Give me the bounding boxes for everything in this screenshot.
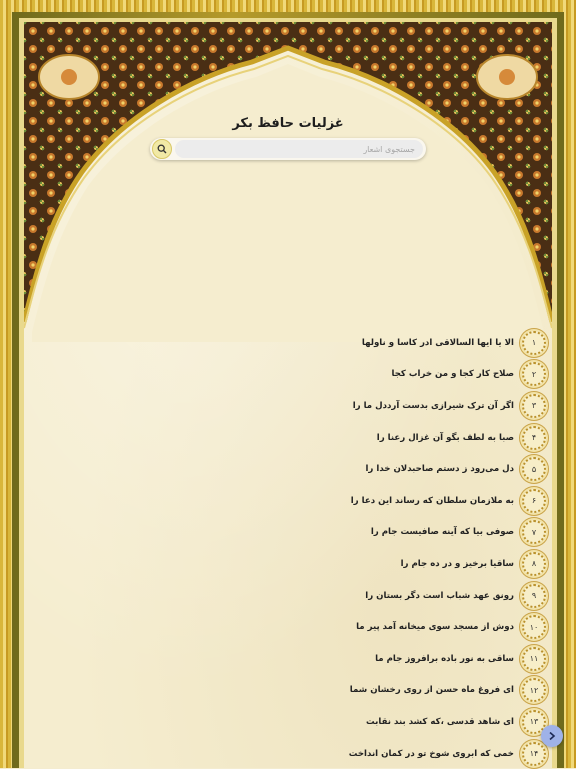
list-item[interactable] bbox=[126, 327, 546, 359]
poem-first-line: ای شاهد قدسی ،که کشد بند نقابت bbox=[366, 716, 514, 727]
poem-number-badge: ۵ bbox=[522, 457, 546, 481]
poem-first-line: اگر آن ترک شیرازی بدست آرددل ما را bbox=[352, 400, 514, 411]
poem-first-line: صبا به لطف بگو آن غزال رعنا را bbox=[376, 432, 514, 443]
poem-first-line: صلاح کار کجا و من خراب کجا bbox=[391, 369, 514, 380]
chevron-right-icon bbox=[547, 731, 557, 741]
poem-first-line: الا یا ایها السالاقی ادر کاسا و ناولها bbox=[361, 337, 514, 348]
search-icon bbox=[157, 144, 167, 154]
poem-number-badge: ۱۱ bbox=[522, 647, 546, 671]
poem-first-line: ای فروغ ماه حسن از روی رخشان شما bbox=[349, 685, 514, 696]
list-item[interactable] bbox=[126, 548, 546, 580]
poem-number-badge: ۱۰ bbox=[522, 615, 546, 639]
search-button[interactable] bbox=[152, 139, 172, 159]
poem-list bbox=[126, 327, 546, 769]
poem-first-line: صوفی بیا که آینه صافیست جام را bbox=[370, 527, 514, 538]
list-item[interactable] bbox=[126, 706, 546, 738]
poem-number-badge: ۲ bbox=[522, 362, 546, 386]
list-item[interactable] bbox=[126, 611, 546, 643]
list-item[interactable] bbox=[126, 675, 546, 707]
arch-ornament bbox=[24, 22, 552, 342]
page-title: غزلیات حافظ بکر bbox=[232, 116, 344, 131]
list-item[interactable] bbox=[126, 580, 546, 612]
poem-first-line: دوش از مسجد سوی میخانه آمد پیر ما bbox=[356, 622, 514, 633]
poem-number-badge: ۹ bbox=[522, 584, 546, 608]
poem-first-line: ساقی به نور باده برافروز جام ما bbox=[375, 653, 514, 664]
poem-first-line: به ملازمان سلطان که رساند این دعا را bbox=[350, 495, 514, 506]
poem-first-line: خمی که ابروی شوخ تو در کمان انداخت bbox=[348, 748, 514, 759]
poem-number-badge: ۱ bbox=[522, 331, 546, 355]
poem-number-badge: ۱۴ bbox=[522, 742, 546, 766]
list-item[interactable] bbox=[126, 517, 546, 549]
list-item[interactable] bbox=[126, 643, 546, 675]
list-item[interactable] bbox=[126, 422, 546, 454]
list-item[interactable] bbox=[126, 485, 546, 517]
poem-number-badge: ۳ bbox=[522, 394, 546, 418]
poem-number-badge: ۴ bbox=[522, 426, 546, 450]
poem-number-badge: ۸ bbox=[522, 552, 546, 576]
poem-first-line: رونق عهد شباب است دگر بستان را bbox=[365, 590, 514, 601]
poem-first-line: ساقیا برخیز و در ده جام را bbox=[400, 558, 514, 569]
list-item[interactable] bbox=[126, 738, 546, 769]
poem-number-badge: ۶ bbox=[522, 489, 546, 513]
search-bar bbox=[150, 138, 426, 160]
poem-number-badge: ۷ bbox=[522, 520, 546, 544]
list-item[interactable] bbox=[126, 453, 546, 485]
poem-number-badge: ۱۲ bbox=[522, 678, 546, 702]
search-input[interactable] bbox=[175, 140, 423, 158]
next-button[interactable] bbox=[541, 725, 563, 747]
poem-first-line: دل می‌رود ز دستم صاحبدلان خدا را bbox=[365, 464, 514, 475]
list-item[interactable] bbox=[126, 359, 546, 391]
poem-number-badge: ۱۳ bbox=[522, 710, 546, 734]
list-item[interactable] bbox=[126, 390, 546, 422]
